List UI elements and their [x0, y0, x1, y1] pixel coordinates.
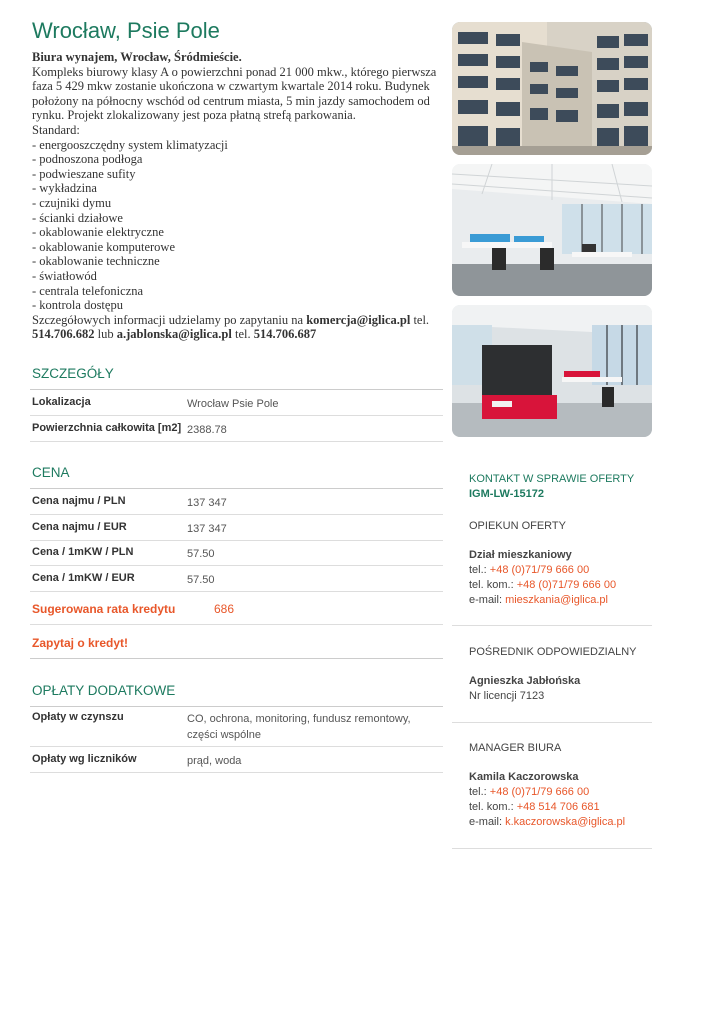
standard-item: - światłowód — [32, 268, 97, 283]
row-label: Powierzchnia całkowita [m2] — [32, 422, 182, 434]
row-value: 57.50 — [187, 574, 215, 586]
divider — [30, 488, 443, 489]
agent-contact — [469, 674, 580, 704]
price-heading: CENA — [32, 465, 70, 480]
suggested-loan-value: 686 — [214, 602, 235, 616]
description-line: Standard: — [32, 122, 80, 137]
standard-item: - podwieszane sufity — [32, 166, 136, 181]
owner-mobile[interactable]: +48 (0)71/79 666 00 — [516, 579, 617, 591]
standard-item: - podnoszona podłoga — [32, 152, 143, 167]
agent-heading: POŚREDNIK ODPOWIEDZIALNY — [469, 646, 637, 658]
row-value: 137 347 — [187, 523, 227, 535]
standard-item: - ścianki działowe — [32, 210, 123, 225]
divider — [30, 565, 443, 566]
row-label: Cena najmu / EUR — [32, 521, 127, 533]
offer-id: IGM-LW-15172 — [469, 488, 544, 500]
row-label: Lokalizacja — [32, 396, 91, 408]
owner-name: Dział mieszkaniowy — [469, 549, 572, 561]
description-line: Kompleks biurowy klasy A o powierzchni ponad 21 000 mkw., którego pierwsza — [32, 64, 437, 79]
divider — [30, 772, 443, 773]
agent-license: Nr licencji 7123 — [469, 690, 545, 702]
description-line: rynku. Projekt zlokalizowany jest poza płatną strefą parkowania. — [32, 108, 356, 123]
agent-name: Agnieszka Jabłońska — [469, 675, 581, 687]
divider — [30, 624, 443, 625]
row-value: CO, ochrona, monitoring, fundusz remontowy, części wspólne — [187, 713, 411, 741]
office-interior-photo[interactable] — [452, 164, 652, 296]
manager-name: Kamila Kaczorowska — [469, 771, 579, 783]
suggested-loan-label: Sugerowana rata kredytu — [32, 602, 176, 616]
owner-email-link[interactable]: mieszkania@iglica.pl — [505, 594, 608, 606]
description-line: faza 5 429 mkw zostanie ukończona w czwartym kwartale 2014 roku. Budynek — [32, 79, 430, 94]
contact-heading: KONTAKT W SPRAWIE OFERTY IGM-LW-15172 — [469, 473, 635, 500]
divider — [30, 415, 443, 416]
offer-description — [32, 50, 444, 342]
divider — [30, 389, 443, 390]
contact-email-link[interactable]: a.jablonska@iglica.pl — [116, 327, 232, 342]
details-heading: SZCZEGÓŁY — [32, 366, 114, 381]
standard-item: - okablowanie techniczne — [32, 254, 160, 269]
description-lead: Biura wynajem, Wrocław, Śródmieście. — [32, 50, 242, 64]
standard-item: - kontrola dostępu — [32, 298, 123, 313]
standard-item: - wykładzina — [32, 181, 97, 196]
divider — [452, 848, 652, 849]
manager-email-link[interactable]: k.kaczorowska@iglica.pl — [505, 816, 626, 828]
contact-line: Szczegółowych informacji udzielamy po zapytaniu na komercja@iglica.pl tel. — [32, 312, 430, 327]
standard-item: - centrala telefoniczna — [32, 283, 144, 298]
description-line: położony na północny wschód od centrum miasta, 5 min jazdy samochodem od — [32, 93, 430, 108]
standard-item: - czujniki dymu — [32, 195, 112, 210]
row-value: prąd, woda — [187, 755, 242, 767]
row-label: Opłaty wg liczników — [32, 753, 137, 765]
row-value: 57.50 — [187, 548, 215, 560]
divider — [452, 722, 652, 723]
contact-line: 514.706.682 lub a.jablonska@iglica.pl tel. 514.706.687 — [32, 327, 317, 342]
standard-item: - energooszczędny system klimatyzacji — [32, 137, 228, 152]
row-value: 137 347 — [187, 497, 227, 509]
building-exterior-photo[interactable] — [452, 22, 652, 155]
divider — [30, 441, 443, 442]
standard-item: - okablowanie elektryczne — [32, 225, 164, 240]
divider — [30, 658, 443, 659]
fees-heading: OPŁATY DODATKOWE — [32, 683, 176, 698]
row-label: Cena najmu / PLN — [32, 495, 126, 507]
owner-heading: OPIEKUN OFERTY — [469, 520, 566, 532]
ask-loan-link[interactable]: Zapytaj o kredyt! — [32, 636, 129, 650]
standard-item: - okablowanie komputerowe — [32, 239, 176, 254]
contact-phone[interactable]: 514.706.682 — [32, 327, 95, 342]
divider — [30, 746, 443, 747]
page-title: Wrocław, Psie Pole — [32, 18, 220, 43]
manager-contact: Kamila Kaczorowska tel.: +48 (0)71/79 666 00 tel. kom.: +48 514 706 681 e-mail: k.kaczorowska@iglica.pl — [469, 771, 626, 828]
divider — [30, 706, 443, 707]
manager-phone[interactable]: +48 (0)71/79 666 00 — [489, 786, 590, 798]
owner-contact: Dział mieszkaniowy tel.: +48 (0)71/79 666 00 tel. kom.: +48 (0)71/79 666 00 e-mail: mieszkania@iglica.pl — [469, 549, 617, 606]
manager-heading: MANAGER BIURA — [469, 742, 562, 754]
row-label: Opłaty w czynszu — [32, 711, 124, 723]
office-lounge-photo[interactable] — [452, 305, 652, 437]
contact-email-link[interactable]: komercja@iglica.pl — [306, 312, 411, 327]
row-label: Cena / 1mKW / EUR — [32, 572, 135, 584]
divider — [30, 591, 443, 592]
row-label: Cena / 1mKW / PLN — [32, 546, 134, 558]
manager-mobile[interactable]: +48 514 706 681 — [516, 801, 600, 813]
contact-phone[interactable]: 514.706.687 — [253, 327, 317, 342]
divider — [452, 625, 652, 626]
row-value: 2388.78 — [187, 424, 227, 436]
divider — [30, 540, 443, 541]
owner-phone[interactable]: +48 (0)71/79 666 00 — [489, 564, 590, 576]
row-value: Wrocław Psie Pole — [187, 398, 279, 410]
divider — [30, 514, 443, 515]
